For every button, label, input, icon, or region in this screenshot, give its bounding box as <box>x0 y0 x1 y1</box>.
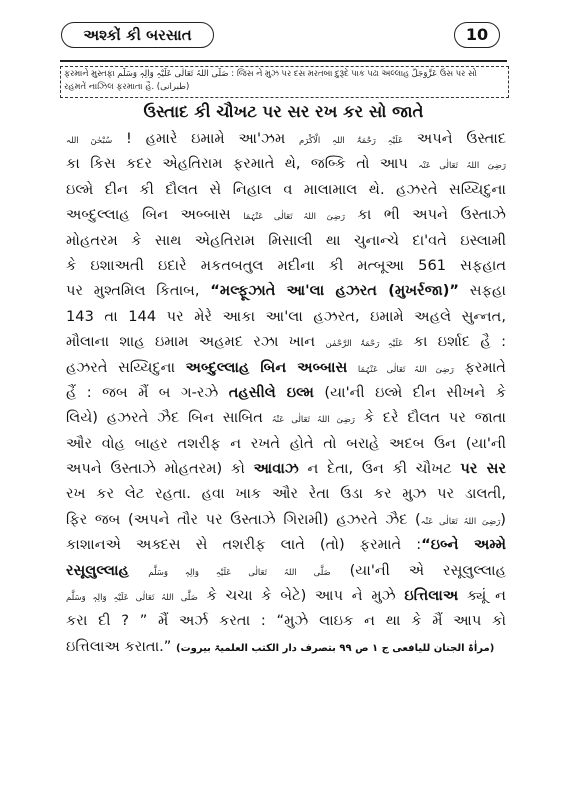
arabic-phrase: رَضِیَ اللہُ تَعَالٰی عَنْہُمَا <box>243 212 345 223</box>
body-line: ઔર વોહ બાહર તશરીફ ન રખતે હોતે તો બરાહે અદબ ઉન (યા'ની <box>66 434 506 452</box>
arabic-phrase: رَضِیَ اللہُ تَعَالٰی عَنْہ <box>418 161 506 172</box>
body-line: મૌલાના શાહ ઇમામ અહમદ રઝા ખાન عَلَیْہِ رَحْمَۃُ الرَّحْمٰن કા ઇર્શાદ હૈ : <box>66 333 506 351</box>
arabic-phrase: رَضِیَ اللہُ تَعَالٰی عَنْہ <box>420 516 501 527</box>
header-divider <box>60 60 507 62</box>
body-line: 143 તા 144 પર મેરે આકા આ'લા હઝરત, ઇમામે અહલે સુન્નત, <box>66 307 506 325</box>
body-line: રસૂલુલ્લાહ صَلَّی اللہُ تَعَالٰی عَلَیْہِ وَالِہٖ وَسَلَّم (યા'ની એ રસૂલુલ્લાહ <box>66 561 506 579</box>
body-line: ઇત્તિલાઅ કરાતા.” (مراٰۃ الجنان للیافعی ج ۱ ص ۹۹ بتصرف دار الکتب العلمیۃ بیروت) <box>66 637 495 655</box>
arabic-phrase: صَلَّی اللہُ تَعَالٰی عَلَیْہِ وَالِہٖ وَسَلَّم <box>66 593 198 604</box>
arabic-phrase: صَلَّی اللہُ تَعَالٰی عَلَیْہِ وَالِہٖ وَسَلَّم <box>148 567 331 578</box>
body-line: હઝરતે સય્યિદુના અબ્દુલ્લાહ બિન અબ્બાસ رَضِیَ اللہُ تَعَالٰی عَنْہُمَا ફરમાતે <box>66 358 506 376</box>
body-line: અપને ઉસ્તાઝે મોહતરમ) કો આવાઝ ન દેતા, ઉન કી ચૌખટ પર સર <box>66 460 506 478</box>
body-line: صَلَّی اللہُ تَعَالٰی عَلَیْہِ وَالِہٖ وَسَلَّم કે ચચા કે બેટે) આપ ને મુઝે ઇત્તિલાઅ ક્યૂં ન <box>66 587 506 605</box>
arabic-phrase: عَلَیْہِ رَحْمَۃُ الرَّحْمٰن <box>325 339 404 350</box>
body-line: અબ્દુલ્લાહ બિન અબ્બાસ رَضِیَ اللہُ تَعَالٰی عَنْہُمَا કા ભી અપને ઉસ્તાઝે <box>66 206 506 224</box>
book-title: અશ્કોં કી બરસાત <box>61 22 214 48</box>
body-line: મોહતરમ કે સાથ એહતિરામ મિસાલી થા ચુનાન્ચે દા'વતે ઇસ્લામી <box>66 231 506 249</box>
arabic-phrase: رَضِیَ اللہُ تَعَالٰی عَنْہُ <box>271 415 355 426</box>
section-heading: ઉસ્તાદ કી ચૌખટ પર સર રખ કર સો જાતે <box>143 102 424 121</box>
arabic-phrase: عَلَیْہِ رَحْمَۃُ اللہِ الْاَکْرَم <box>299 136 404 146</box>
body-line: કા કિસ કદર એહતિરામ ફરમાતે થે, જબ્કિ તો આપ رَضِیَ اللہُ تَعَالٰی عَنْہ <box>66 155 506 173</box>
arabic-phrase: رَضِیَ اللہُ تَعَالٰی عَنْہُمَا <box>357 364 454 375</box>
body-text <box>66 126 506 659</box>
arabic-phrase: سُبْحٰنَ اللہ <box>66 136 113 146</box>
body-line: લિયે) હઝરતે ઝૈદ બિન સાબિત رَضِیَ اللہُ تَعَالٰی عَنْہُ કે દરે દૌલત પર જાતા <box>66 409 506 427</box>
body-line: ફિર જબ (અપને તૌર પર ઉસ્તાઝે ગિરામી) હઝરતે ઝૈદ (رَضِیَ اللہُ تَعَالٰی عَنْہ) <box>66 510 506 528</box>
body-line: કરા દી ? ” મૈં અર્ઝ કરતા : “મુઝે લાઇક ન થા કે મૈં આપ કો <box>66 612 506 630</box>
body-line: પર મુશ્તમિલ કિતાબ, “મલ્ફૂઝાતે આ'લા હઝરત (મુખર્રજા)” સફહા <box>66 282 506 300</box>
hadith-quote-line-1: ફરમાને મુસ્તફા صَلَّی اللہُ تَعَالٰی عَلَیْہِ وَالِہٖ وَسَلَّم : જિસ ને મુઝ પર દસ મરતબા દુરૂદે પાક પઢા અલ્લાહ عَزَّوَجَلَّ ઉસ પર સો <box>64 69 477 79</box>
body-line: હૈં : જબ મૈં બ ગ-રઝે તહસીલે ઇલ્મ (યા'ની ઇલ્મે દીન સીખને કે <box>66 383 506 401</box>
reference-citation: (مراٰۃ الجنان للیافعی ج ۱ ص ۹۹ بتصرف دار الکتب العلمیۃ بیروت) <box>176 642 495 654</box>
page-number: 10 <box>454 22 500 48</box>
body-line: سُبْحٰنَ اللہ ! હમારે ઇમામે આ'ઝમ عَلَیْہِ رَحْمَۃُ اللہِ الْاَکْرَم અપને ઉસ્તાદ <box>66 130 506 147</box>
hadith-quote-line-2: રહમતેં નાઝિલ ફરમાતા હૈ. (طبرانی) <box>64 82 190 92</box>
book-name: “મલ્ફૂઝાતે આ'લા હઝરત (મુખર્રજા)” <box>210 282 460 300</box>
body-line: કાશાનએ અક્દસ સે તશરીફ લાતે (તો) ફરમાતે :“ઇબ્ને અમ્મે <box>66 536 506 554</box>
body-line: રખ કર લેટ રહતા. હવા ખાક ઔર રેતા ઉડા કર મુઝ પર ડાલતી, <box>66 485 506 503</box>
body-line: કે ઇશાઅતી ઇદારે મકતબતુલ મદીના કી મત્બૂઆ 561 સફહાત <box>66 256 506 274</box>
hadith-quote-box <box>60 66 509 98</box>
body-line: ઇલ્મે દીન કી દૌલત સે નિહાલ વ માલામાલ થે. હઝરતે સય્યિદુના <box>66 180 506 198</box>
